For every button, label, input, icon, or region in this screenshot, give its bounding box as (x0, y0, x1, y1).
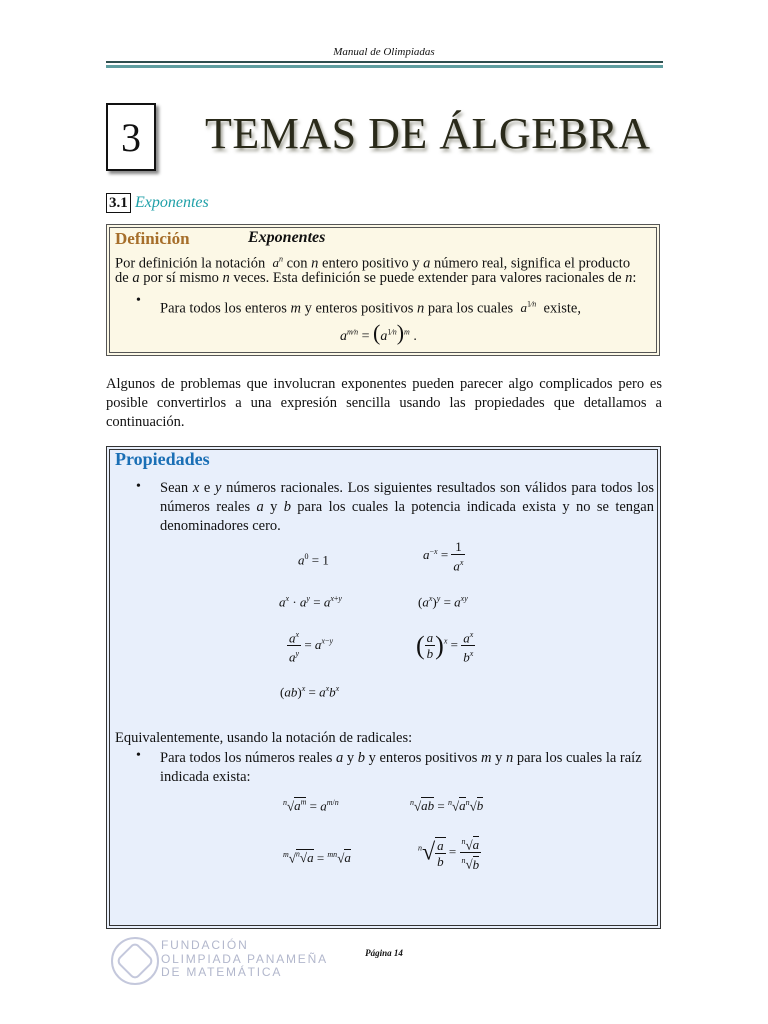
rule-nested-radical: $^m$√$^n$√a = $^{mn}$√a (283, 850, 351, 866)
section-title: Exponentes (135, 194, 209, 211)
definition-bullet: Para todos los enteros m y enteros positivos n para los cuales $a^{1⁄n}$ existe, (160, 300, 581, 317)
definition-formula: $a^{m⁄n} = (a^{1⁄n})^m$ . (340, 320, 417, 345)
rule-radical-quotient: $^n$√ $\frac{a}{b}$ = $\frac{^n√a}{^n√b}$ (418, 834, 481, 872)
rule-fraction-power: ( $\frac{a}{b}$ )$^x$ = $\frac{a^x}{b^x}$ (416, 627, 475, 665)
foundation-name-line-2: OLIMPIADA PANAMEÑA (161, 951, 328, 966)
definition-line-2: de a por sí mismo n veces. Esta definición se puede extender para valores racionales de n: (115, 270, 637, 286)
rule-negative-exponent: $a^{-x}$ = $\frac{1}{a^x}$ (423, 539, 464, 574)
foundation-name (161, 939, 328, 980)
rule-product-power: $(ab)^x = a^xb^x$ (280, 684, 340, 700)
definition-line-1: Por definición la notación $a^n$ con n entero positivo y a número real, significa el producto (115, 255, 631, 272)
definition-label: Definición (115, 229, 190, 248)
foundation-name-line-1: FUNDACIÓN (161, 938, 249, 952)
rule-power-of-power: $(a^x)^y = a^{xy}$ (418, 594, 468, 610)
properties-bullet-1: Sean x e y números racionales. Los siguientes resultados son válidos para todos los números reales a y b para los cuales la potencia indicada exista y no se tengan denominadores cero. (160, 480, 654, 534)
page-number: Página 14 (365, 948, 403, 958)
definition-name: Exponentes (248, 229, 326, 246)
rule-zero-exponent: $a^0 = 1$ (298, 552, 329, 568)
foundation-name-line-3: DE MATEMÁTICA (161, 965, 283, 979)
bullet-dot: • (136, 293, 141, 308)
rule-quotient: $\frac{a^x}{a^y}$ = $a^{x-y}$ (287, 627, 333, 665)
rule-radical-power: $^n√a^m = a^{m/n}$ (283, 798, 339, 814)
header-rule (106, 61, 663, 63)
rule-radical-product: $^n√ab = ^n√a^n√b$ (410, 798, 484, 814)
rule-product: $a^x \cdot a^y = a^{x+y}$ (279, 594, 342, 610)
bullet-dot: • (136, 748, 141, 763)
chapter-number: 3 (106, 103, 156, 171)
radicals-intro: Equivalentemente, usando la notación de radicales: (115, 730, 413, 746)
running-header: Manual de Olimpiadas (333, 46, 435, 58)
intro-paragraph: Algunos de problemas que involucran exponentes pueden parecer algo complicados pero es posible convertirlos a una expresión sencilla usando las propiedades que detallamos a continuación. (106, 376, 662, 430)
bullet-dot: • (136, 479, 141, 494)
properties-label: Propiedades (115, 449, 210, 469)
header-rule-accent (106, 65, 663, 68)
section-number: 3.1 (106, 193, 131, 213)
properties-bullet-2: Para todos los números reales a y b y enteros positivos m y n para los cuales la raíz indicada exista: (160, 750, 642, 785)
chapter-title: TEMAS DE ÁLGEBRA (205, 109, 651, 158)
